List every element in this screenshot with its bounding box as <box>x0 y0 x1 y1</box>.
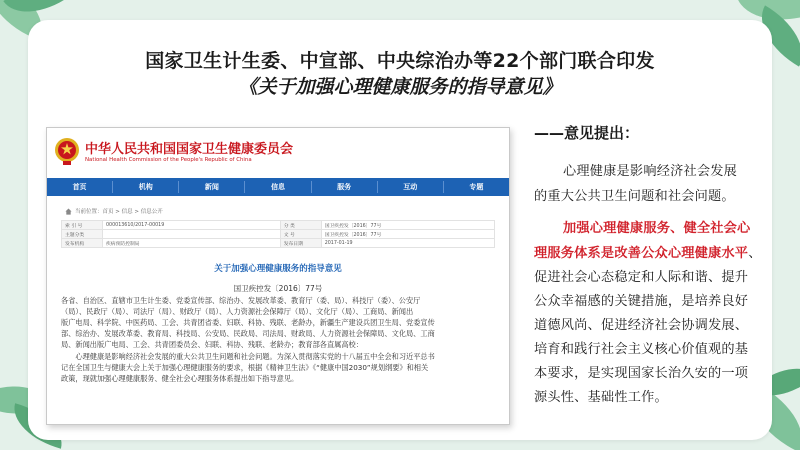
commentary-line: 促进社会心态稳定和人际和谐、提升 <box>534 270 749 285</box>
slide-subtitle: 《关于加强心理健康服务的指导意见》 <box>238 76 562 98</box>
commentary-line: 心理健康是影响经济社会发展 <box>563 164 738 179</box>
commentary-line: 培育和践行社会主义核心价值观的基 <box>534 342 749 357</box>
info-key: 发布日期 <box>280 239 321 248</box>
commentary-line: 源头性、基础性工作。 <box>534 390 668 405</box>
commentary-line: 本要求，是实现国家长治久安的一项 <box>534 366 749 381</box>
info-key: 主题分类 <box>62 230 103 239</box>
commentary-highlight: 加强心理健康服务、健全社会心 <box>563 221 751 236</box>
content-card <box>28 20 772 440</box>
info-key: 分 类 <box>280 221 321 230</box>
site-nav <box>47 178 509 196</box>
document-heading: 关于加强心理健康服务的指导意见 <box>214 264 342 274</box>
site-header <box>47 128 509 178</box>
nav-item-home[interactable]: 首页 <box>72 183 87 191</box>
table-row <box>62 221 495 230</box>
breadcrumb-text[interactable]: 当前位置：首页 > 信息 > 信息公开 <box>75 209 163 215</box>
document-screenshot <box>46 127 510 425</box>
info-key: 文 号 <box>280 230 321 239</box>
document-number: 国卫疾控发〔2016〕77号 <box>233 284 323 293</box>
document-body-line: 政策，现就加强心理健康服务、健全社会心理服务体系提出如下指导意见。 <box>61 374 299 383</box>
document-body-line: 局、新闻出版广电局、工会、共青团委员会、妇联、科协、残联、老龄办；教育部各直属高校： <box>61 340 363 349</box>
nav-item-services[interactable]: 服务 <box>337 183 352 191</box>
document-info-table <box>61 220 495 248</box>
nav-item-institutions[interactable]: 机构 <box>138 183 153 191</box>
commentary-punct: 、 <box>748 246 762 261</box>
info-value <box>103 230 281 239</box>
info-value: 000013610/2017-00019 <box>103 221 281 230</box>
site-name-en: National Health Commission of the People's Republic of China <box>85 157 252 163</box>
commentary-heading: ——意见提出： <box>534 124 640 142</box>
info-value: 国卫疾控发〔2016〕77号 <box>321 230 494 239</box>
info-value: 2017-01-19 <box>321 239 494 248</box>
document-body-line: 版广电局、科学院、中医药局、工会、共青团省委、妇联、科协、残联、老龄办，新疆生产建设兵团卫生局、党委宣传 <box>61 318 435 327</box>
table-row <box>62 230 495 239</box>
info-key: 索 引 号 <box>62 221 103 230</box>
table-row <box>62 239 495 248</box>
document-body-line: （局）、民政厅（局）、司法厅（局）、财政厅（局）、人力资源社会保障厅（局）、文化厅（局）、工商局、新闻出 <box>61 307 414 316</box>
nav-item-topics[interactable]: 专题 <box>469 183 484 191</box>
site-name-cn: 中华人民共和国国家卫生健康委员会 <box>85 142 294 157</box>
breadcrumb <box>65 207 163 215</box>
home-icon <box>65 208 72 215</box>
commentary-line <box>534 242 762 261</box>
info-value: 国卫疾控发〔2016〕77号 <box>321 221 494 230</box>
national-emblem-icon <box>54 136 80 166</box>
info-value: 疾病预防控制局 <box>103 239 281 248</box>
nav-item-news[interactable]: 新闻 <box>204 183 219 191</box>
document-body-line: 记在全国卫生与健康大会上关于加强心理健康服务的要求，根据《精神卫生法》《“健康中国2030”规划纲要》和相关 <box>61 363 429 372</box>
commentary-line: 公众幸福感的关键措施，是培养良好 <box>534 294 749 309</box>
commentary-highlight: 理服务体系是改善公众心理健康水平 <box>534 246 749 261</box>
commentary-line: 的重大公共卫生问题和社会问题。 <box>534 189 735 204</box>
commentary-panel <box>534 20 770 440</box>
nav-item-interact[interactable]: 互动 <box>403 183 418 191</box>
nav-item-info[interactable]: 信息 <box>270 183 285 191</box>
info-key: 发布机构 <box>62 239 103 248</box>
commentary-line: 道德风尚、促进经济社会协调发展、 <box>534 318 749 333</box>
document-body-line: 心理健康是影响经济社会发展的重大公共卫生问题和社会问题。为深入贯彻落实党的十八届五中全会和习近平总书 <box>61 352 435 361</box>
document-body-line: 部、综治办、发展改革委、教育局、科技局、公安局、民政局、司法局、财政局、人力资源社会保障局、文化局、工商 <box>61 329 435 338</box>
slide-title: 国家卫生计生委、中宣部、中央综治办等22个部门联合印发 <box>145 50 655 72</box>
document-body-line: 各省、自治区、直辖市卫生计生委、党委宣传部、综治办、发展改革委、教育厅（委、局）、科技厅（委）、公安厅 <box>61 296 421 305</box>
